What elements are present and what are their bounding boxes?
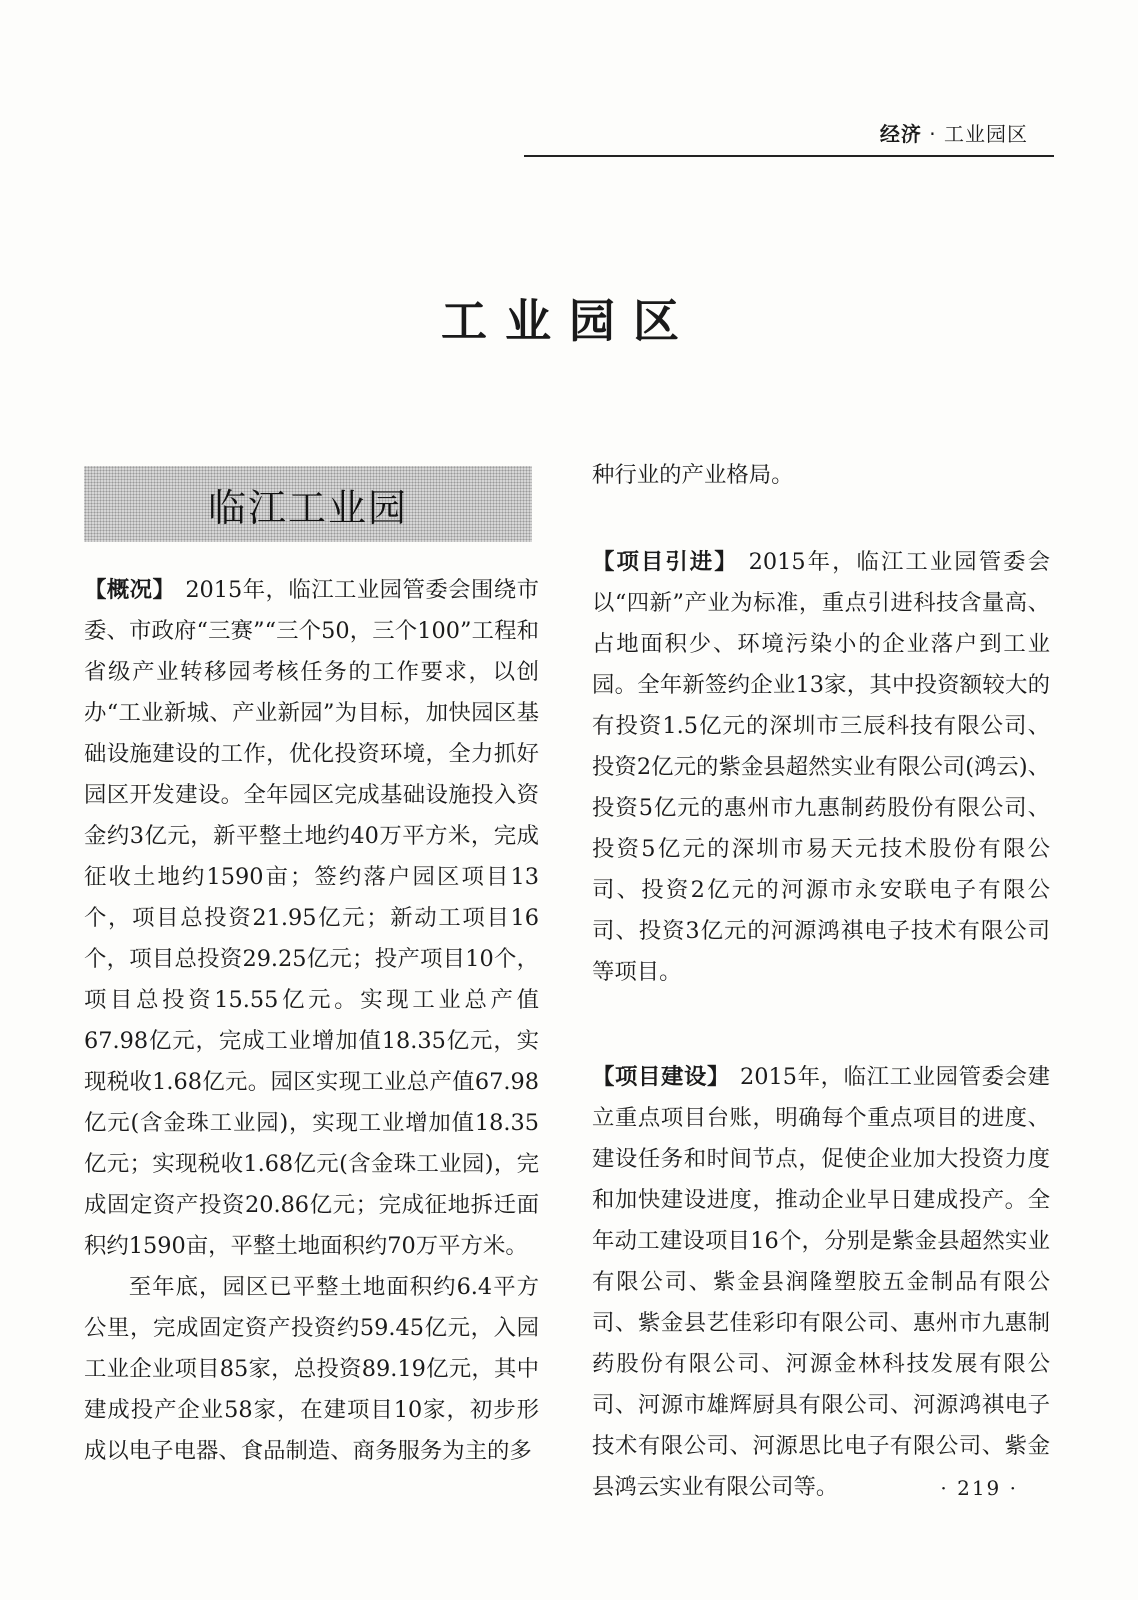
introduction-heading: 【项目引进】 [592, 549, 739, 575]
introduction-text: 2015年，临江工业园管委会以“四新”产业为标准，重点引进科技含量高、占地面积少、环境污染小的企业落户到工业园。全年新签约企业13家，其中投资额较大的有投资1.5亿元的深圳市三辰科技有限公司、投资2亿元的紫金县超然实业有限公司(鸿云)、投资5亿元的惠州市九惠制药股份有限公司、投资5亿元的深圳市易天元技术股份有限公司、投资2亿元的河源市永安联电子有限公司、投资3亿元的河源鸿祺电子技术有限公司等项目。 [592, 549, 1051, 985]
overview-paragraph-2: 至年底，园区已平整土地面积约6.4平方公里，完成固定资产投资约59.45亿元，入园工业企业项目85家，总投资89.19亿元，其中建成投产企业58家，在建项目10家，初步形成以电子电器、食品制造、商务服务为主的多 [84, 1274, 539, 1464]
left-column [84, 570, 539, 1472]
construction-heading: 【项目建设】 [592, 1064, 731, 1090]
running-header-section: 经济 [879, 122, 922, 146]
page-number: · 219 · [940, 1476, 1018, 1500]
introduction-paragraph [592, 542, 1050, 993]
construction-text: 2015年，临江工业园管委会建立重点项目台账，明确每个重点项目的进度、建设任务和时间节点，促使企业加大投资力度和加快建设进度，推动企业早日建成投产。全年动工建设项目16个，分别是紫金县超然实业有限公司、紫金县润隆塑胶五金制品有限公司、紫金县艺佳彩印有限公司、惠州市九惠制药股份有限公司、河源金林科技发展有限公司、河源市雄辉厨具有限公司、河源鸿祺电子技术有限公司、河源思比电子有限公司、紫金县鸿云实业有限公司等。 [592, 1064, 1051, 1500]
running-header-separator: · [929, 122, 937, 146]
overview-heading: 【概况】 [84, 577, 176, 603]
header-rule [524, 155, 1054, 157]
right-column [592, 455, 1050, 1508]
construction-paragraph [592, 1057, 1050, 1508]
overview-paragraph-2-continued: 种行业的产业格局。 [592, 462, 794, 488]
paragraph-gap [592, 993, 1050, 1057]
overview-text: 2015年，临江工业园管委会围绕市委、市政府“三赛”“三个50，三个100”工程和省级产业转移园考核任务的工作要求，以创办“工业新城、产业新园”为目标，加快园区基础设施建设的工作，优化投资环境，全力抓好园区开发建设。全年园区完成基础设施投入资金约3亿元，新平整土地约40万平方米，完成征收土地约1590亩；签约落户园区项目13个，项目总投资21.95亿元；新动工项目16个，项目总投资29.25亿元；投产项目10个，项目总投资15.55亿元。实现工业总产值67.98亿元，完成工业增加值18.35亿元，实现税收1.68亿元。园区实现工业总产值67.98亿元(含金珠工业园)，实现工业增加值18.35亿元；实现税收1.68亿元(含金珠工业园)，完成固定资产投资20.86亿元；完成征地拆迁面积约1590亩，平整土地面积约70万平方米。 [84, 577, 540, 1259]
running-header-subsection: 工业园区 [944, 122, 1028, 146]
section-title: 临江工业园 [207, 485, 408, 530]
section-banner [84, 466, 532, 542]
overview-paragraph [84, 570, 539, 1267]
paragraph-gap [592, 496, 1050, 542]
chapter-title: 工业园区 [441, 294, 697, 348]
running-header [880, 118, 1028, 147]
